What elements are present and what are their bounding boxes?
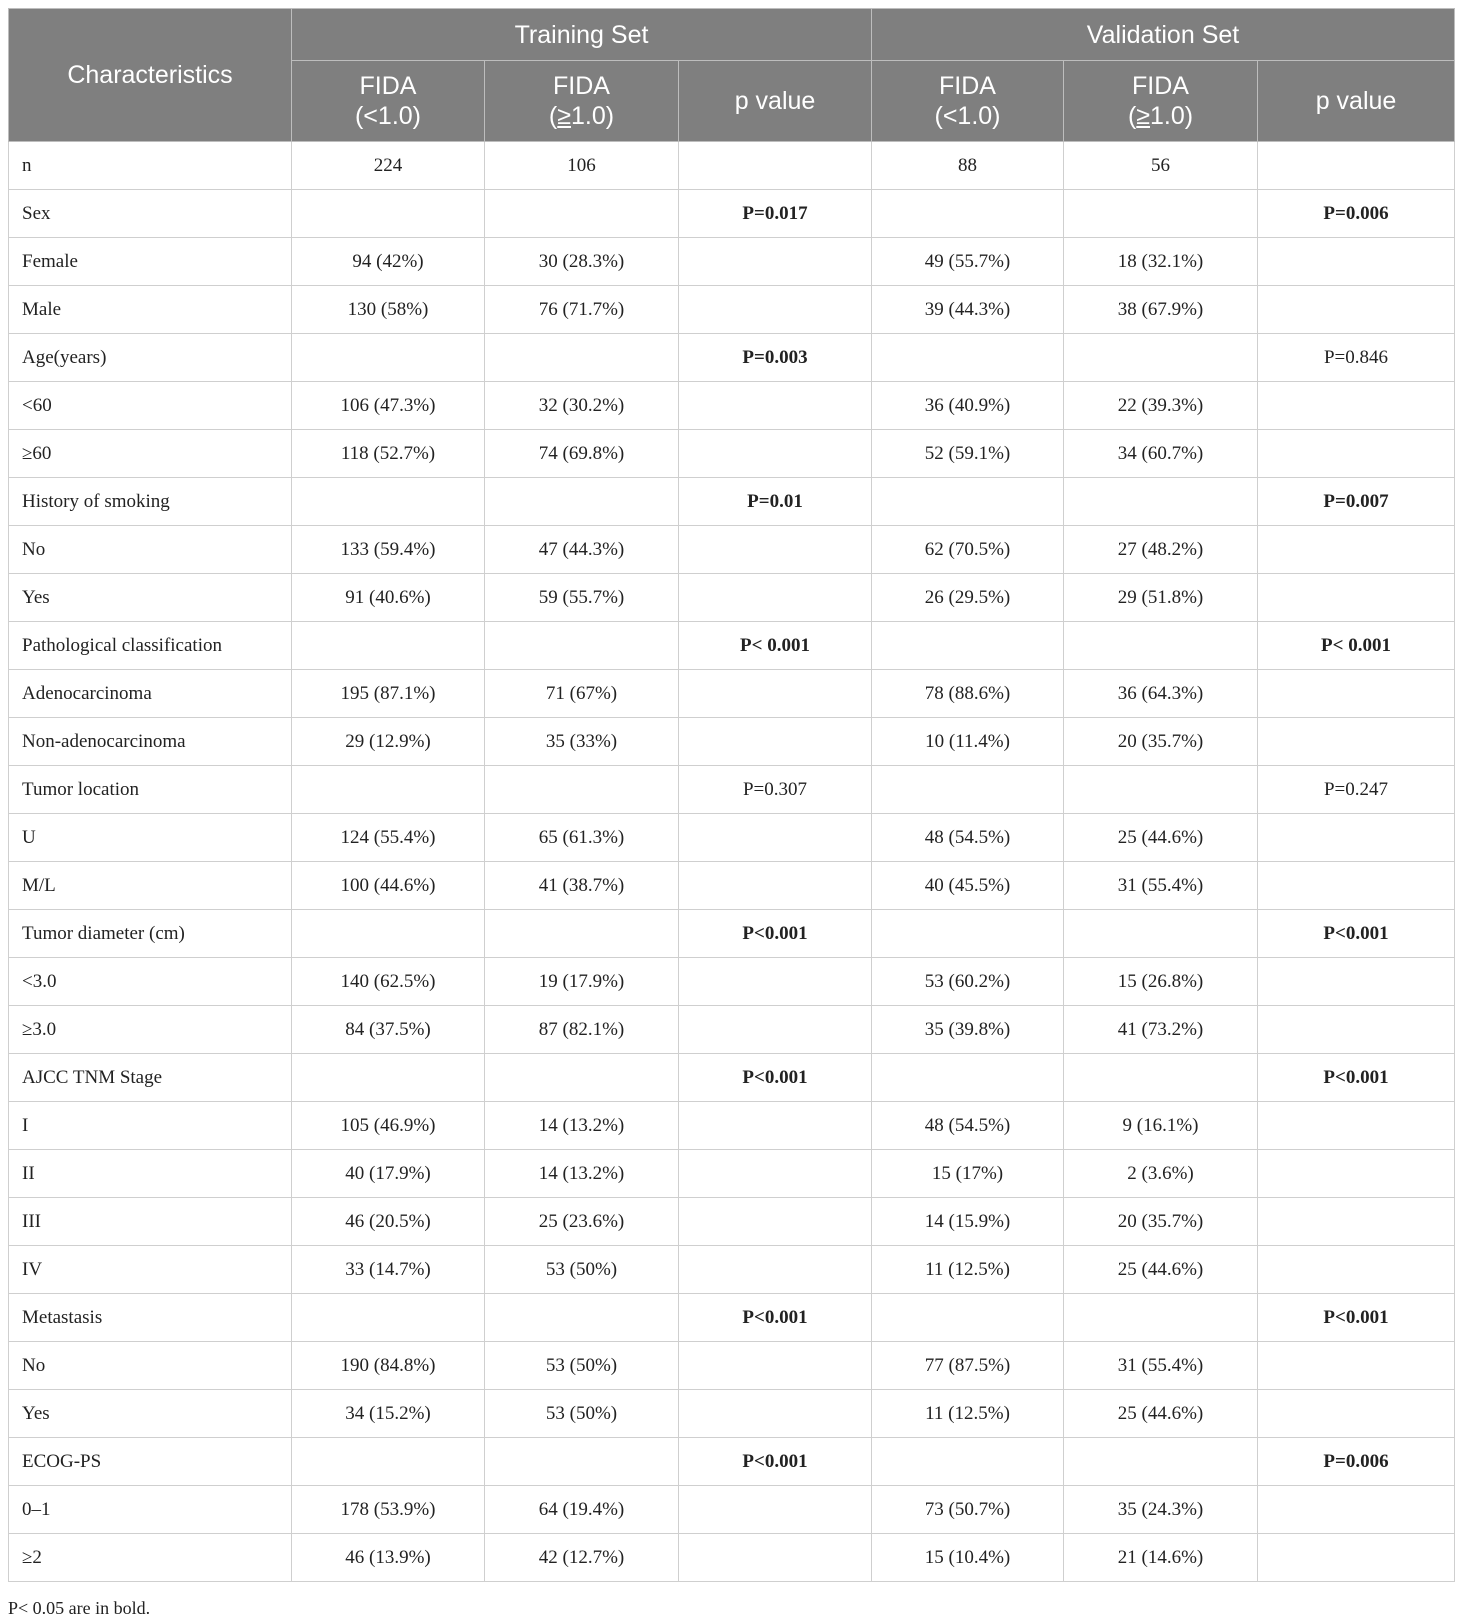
training-fida-lt-cell: 105 (46.9%) bbox=[292, 1102, 485, 1150]
row-label: Yes bbox=[9, 1390, 292, 1438]
training-fida-lt-cell: 29 (12.9%) bbox=[292, 718, 485, 766]
row-label: IV bbox=[9, 1246, 292, 1294]
validation-fida-lt-cell: 53 (60.2%) bbox=[872, 958, 1064, 1006]
validation-fida-ge-cell: 22 (39.3%) bbox=[1064, 382, 1258, 430]
row-label: U bbox=[9, 814, 292, 862]
training-fida-ge-cell bbox=[485, 910, 679, 958]
table-row bbox=[9, 286, 1455, 334]
training-p-value-cell bbox=[679, 1486, 872, 1534]
validation-fida-lt-cell: 62 (70.5%) bbox=[872, 526, 1064, 574]
training-p-value-cell: P< 0.001 bbox=[679, 622, 872, 670]
validation-fida-lt-cell bbox=[872, 910, 1064, 958]
validation-fida-ge-cell bbox=[1064, 1294, 1258, 1342]
training-fida-ge-cell: 30 (28.3%) bbox=[485, 238, 679, 286]
training-fida-ge-cell: 76 (71.7%) bbox=[485, 286, 679, 334]
validation-p-value-cell: P<0.001 bbox=[1258, 910, 1455, 958]
validation-p-value-cell: P=0.006 bbox=[1258, 190, 1455, 238]
training-fida-lt-cell: 40 (17.9%) bbox=[292, 1150, 485, 1198]
training-p-value-cell: P<0.001 bbox=[679, 1054, 872, 1102]
fida-label: FIDA bbox=[939, 72, 996, 100]
training-fida-lt-cell bbox=[292, 910, 485, 958]
validation-fida-lt-cell bbox=[872, 622, 1064, 670]
validation-fida-lt-cell: 48 (54.5%) bbox=[872, 814, 1064, 862]
training-fida-lt-cell: 46 (20.5%) bbox=[292, 1198, 485, 1246]
validation-fida-ge-cell: 56 bbox=[1064, 142, 1258, 190]
validation-p-value-cell bbox=[1258, 382, 1455, 430]
table-row bbox=[9, 526, 1455, 574]
training-fida-ge-cell: 25 (23.6%) bbox=[485, 1198, 679, 1246]
training-p-value-cell bbox=[679, 862, 872, 910]
training-fida-lt-cell: 178 (53.9%) bbox=[292, 1486, 485, 1534]
training-fida-ge-cell bbox=[485, 1054, 679, 1102]
table-row bbox=[9, 142, 1455, 190]
table-row bbox=[9, 1006, 1455, 1054]
validation-fida-ge-cell: 25 (44.6%) bbox=[1064, 814, 1258, 862]
validation-fida-ge-cell: 20 (35.7%) bbox=[1064, 718, 1258, 766]
training-fida-lt-cell: 106 (47.3%) bbox=[292, 382, 485, 430]
fida-range-ge-rest: 1.0) bbox=[1150, 102, 1194, 130]
validation-fida-ge-cell bbox=[1064, 1054, 1258, 1102]
validation-fida-lt-cell bbox=[872, 1054, 1064, 1102]
header-characteristics: Characteristics bbox=[9, 9, 292, 142]
training-p-value-cell: P=0.017 bbox=[679, 190, 872, 238]
validation-p-value-cell: P=0.247 bbox=[1258, 766, 1455, 814]
training-fida-ge-cell: 87 (82.1%) bbox=[485, 1006, 679, 1054]
validation-fida-ge-cell bbox=[1064, 190, 1258, 238]
validation-p-value-cell bbox=[1258, 1246, 1455, 1294]
validation-fida-lt-cell: 11 (12.5%) bbox=[872, 1390, 1064, 1438]
row-label: Tumor location bbox=[9, 766, 292, 814]
training-fida-lt-cell: 224 bbox=[292, 142, 485, 190]
training-fida-lt-cell: 91 (40.6%) bbox=[292, 574, 485, 622]
table-row bbox=[9, 1486, 1455, 1534]
validation-fida-ge-cell: 20 (35.7%) bbox=[1064, 1198, 1258, 1246]
table-row bbox=[9, 910, 1455, 958]
training-fida-ge-cell: 53 (50%) bbox=[485, 1390, 679, 1438]
row-label: ≥3.0 bbox=[9, 1006, 292, 1054]
validation-fida-ge-cell: 31 (55.4%) bbox=[1064, 1342, 1258, 1390]
validation-fida-ge-cell: 21 (14.6%) bbox=[1064, 1534, 1258, 1582]
row-label: Adenocarcinoma bbox=[9, 670, 292, 718]
training-fida-lt-cell: 124 (55.4%) bbox=[292, 814, 485, 862]
training-fida-ge-cell: 14 (13.2%) bbox=[485, 1102, 679, 1150]
row-label: Metastasis bbox=[9, 1294, 292, 1342]
training-p-value-cell bbox=[679, 958, 872, 1006]
validation-p-value-cell bbox=[1258, 1486, 1455, 1534]
validation-fida-ge-cell: 35 (24.3%) bbox=[1064, 1486, 1258, 1534]
training-p-value-cell: P=0.003 bbox=[679, 334, 872, 382]
training-fida-ge-cell bbox=[485, 1294, 679, 1342]
training-fida-lt-cell: 118 (52.7%) bbox=[292, 430, 485, 478]
validation-fida-lt-cell: 52 (59.1%) bbox=[872, 430, 1064, 478]
training-p-value-cell: P<0.001 bbox=[679, 1438, 872, 1486]
validation-fida-ge-cell: 36 (64.3%) bbox=[1064, 670, 1258, 718]
training-fida-ge-cell bbox=[485, 190, 679, 238]
training-fida-ge-cell bbox=[485, 1438, 679, 1486]
training-p-value-cell bbox=[679, 1150, 872, 1198]
training-fida-lt-cell: 195 (87.1%) bbox=[292, 670, 485, 718]
training-p-value-cell bbox=[679, 430, 872, 478]
row-label: Yes bbox=[9, 574, 292, 622]
row-label: Tumor diameter (cm) bbox=[9, 910, 292, 958]
fida-range-ge-open: ( bbox=[1127, 102, 1137, 130]
validation-fida-ge-cell: 9 (16.1%) bbox=[1064, 1102, 1258, 1150]
row-label: Pathological classification bbox=[9, 622, 292, 670]
validation-fida-ge-cell bbox=[1064, 478, 1258, 526]
validation-p-value-cell bbox=[1258, 1342, 1455, 1390]
validation-p-value-cell bbox=[1258, 670, 1455, 718]
training-fida-lt-cell: 94 (42%) bbox=[292, 238, 485, 286]
table-row bbox=[9, 814, 1455, 862]
training-fida-lt-cell: 34 (15.2%) bbox=[292, 1390, 485, 1438]
validation-fida-lt-cell: 39 (44.3%) bbox=[872, 286, 1064, 334]
training-p-value-cell bbox=[679, 1102, 872, 1150]
table-row bbox=[9, 1342, 1455, 1390]
validation-p-value-cell bbox=[1258, 142, 1455, 190]
training-fida-ge-cell: 74 (69.8%) bbox=[485, 430, 679, 478]
validation-fida-lt-cell: 73 (50.7%) bbox=[872, 1486, 1064, 1534]
validation-fida-lt-cell: 48 (54.5%) bbox=[872, 1102, 1064, 1150]
validation-p-value-cell: P=0.846 bbox=[1258, 334, 1455, 382]
validation-fida-lt-cell: 26 (29.5%) bbox=[872, 574, 1064, 622]
row-label: Age(years) bbox=[9, 334, 292, 382]
validation-fida-ge-cell: 29 (51.8%) bbox=[1064, 574, 1258, 622]
training-p-value-cell bbox=[679, 1390, 872, 1438]
fida-range-ge-open: ( bbox=[548, 102, 558, 130]
row-label: <3.0 bbox=[9, 958, 292, 1006]
validation-p-value-cell bbox=[1258, 958, 1455, 1006]
validation-p-value-cell: P< 0.001 bbox=[1258, 622, 1455, 670]
fida-range-lt: (<1.0) bbox=[354, 102, 421, 130]
training-fida-ge-cell: 59 (55.7%) bbox=[485, 574, 679, 622]
validation-p-value-cell bbox=[1258, 238, 1455, 286]
training-fida-lt-cell: 140 (62.5%) bbox=[292, 958, 485, 1006]
row-label: II bbox=[9, 1150, 292, 1198]
training-fida-ge-cell: 53 (50%) bbox=[485, 1246, 679, 1294]
validation-fida-ge-cell bbox=[1064, 622, 1258, 670]
header-validation-p-value: p value bbox=[1258, 61, 1455, 142]
fida-range-ge-symbol: ≥ bbox=[1136, 102, 1150, 130]
training-fida-lt-cell: 130 (58%) bbox=[292, 286, 485, 334]
table-row bbox=[9, 334, 1455, 382]
header-training-set: Training Set bbox=[292, 9, 872, 61]
training-fida-lt-cell bbox=[292, 622, 485, 670]
training-p-value-cell bbox=[679, 574, 872, 622]
training-p-value-cell bbox=[679, 718, 872, 766]
table-row bbox=[9, 1054, 1455, 1102]
training-fida-ge-cell: 42 (12.7%) bbox=[485, 1534, 679, 1582]
training-p-value-cell: P<0.001 bbox=[679, 910, 872, 958]
training-p-value-cell: P=0.01 bbox=[679, 478, 872, 526]
row-label: ≥2 bbox=[9, 1534, 292, 1582]
fida-label: FIDA bbox=[1132, 72, 1189, 100]
validation-p-value-cell bbox=[1258, 1390, 1455, 1438]
table-footnote: P< 0.05 are in bold. bbox=[8, 1598, 151, 1618]
validation-fida-lt-cell: 14 (15.9%) bbox=[872, 1198, 1064, 1246]
training-fida-lt-cell: 190 (84.8%) bbox=[292, 1342, 485, 1390]
validation-p-value-cell bbox=[1258, 1534, 1455, 1582]
training-fida-lt-cell: 46 (13.9%) bbox=[292, 1534, 485, 1582]
row-label: <60 bbox=[9, 382, 292, 430]
validation-fida-lt-cell: 10 (11.4%) bbox=[872, 718, 1064, 766]
validation-fida-lt-cell: 36 (40.9%) bbox=[872, 382, 1064, 430]
validation-fida-lt-cell: 49 (55.7%) bbox=[872, 238, 1064, 286]
validation-fida-ge-cell: 18 (32.1%) bbox=[1064, 238, 1258, 286]
validation-p-value-cell bbox=[1258, 574, 1455, 622]
table-row bbox=[9, 1534, 1455, 1582]
table-row bbox=[9, 1390, 1455, 1438]
row-label: n bbox=[9, 142, 292, 190]
table-row bbox=[9, 958, 1455, 1006]
training-fida-lt-cell: 133 (59.4%) bbox=[292, 526, 485, 574]
training-fida-ge-cell: 19 (17.9%) bbox=[485, 958, 679, 1006]
table-row bbox=[9, 430, 1455, 478]
table-header bbox=[9, 9, 1455, 142]
validation-fida-lt-cell bbox=[872, 190, 1064, 238]
fida-label: FIDA bbox=[553, 72, 610, 100]
fida-range-lt: (<1.0) bbox=[934, 102, 1001, 130]
validation-fida-ge-cell bbox=[1064, 1438, 1258, 1486]
table-row bbox=[9, 622, 1455, 670]
training-p-value-cell: P<0.001 bbox=[679, 1294, 872, 1342]
validation-fida-ge-cell: 2 (3.6%) bbox=[1064, 1150, 1258, 1198]
validation-fida-ge-cell: 27 (48.2%) bbox=[1064, 526, 1258, 574]
training-fida-ge-cell: 47 (44.3%) bbox=[485, 526, 679, 574]
validation-fida-ge-cell bbox=[1064, 766, 1258, 814]
validation-p-value-cell bbox=[1258, 1198, 1455, 1246]
row-label: ECOG-PS bbox=[9, 1438, 292, 1486]
row-label: 0–1 bbox=[9, 1486, 292, 1534]
training-p-value-cell bbox=[679, 1198, 872, 1246]
training-fida-lt-cell bbox=[292, 334, 485, 382]
validation-fida-ge-cell bbox=[1064, 910, 1258, 958]
validation-fida-lt-cell: 11 (12.5%) bbox=[872, 1246, 1064, 1294]
training-p-value-cell bbox=[679, 1534, 872, 1582]
row-label: Female bbox=[9, 238, 292, 286]
training-fida-lt-cell bbox=[292, 190, 485, 238]
training-p-value-cell bbox=[679, 1342, 872, 1390]
fida-range-ge-rest: 1.0) bbox=[570, 102, 615, 130]
validation-fida-lt-cell bbox=[872, 334, 1064, 382]
validation-fida-lt-cell: 78 (88.6%) bbox=[872, 670, 1064, 718]
training-fida-ge-cell: 65 (61.3%) bbox=[485, 814, 679, 862]
validation-p-value-cell bbox=[1258, 1006, 1455, 1054]
training-p-value-cell bbox=[679, 382, 872, 430]
table-row bbox=[9, 1294, 1455, 1342]
validation-fida-lt-cell: 77 (87.5%) bbox=[872, 1342, 1064, 1390]
header-training-fida-lt bbox=[292, 61, 485, 142]
row-label: Non-adenocarcinoma bbox=[9, 718, 292, 766]
table-row bbox=[9, 574, 1455, 622]
row-label: I bbox=[9, 1102, 292, 1150]
validation-fida-ge-cell bbox=[1064, 334, 1258, 382]
table-row bbox=[9, 1438, 1455, 1486]
validation-fida-lt-cell bbox=[872, 766, 1064, 814]
validation-fida-ge-cell: 15 (26.8%) bbox=[1064, 958, 1258, 1006]
training-fida-lt-cell: 100 (44.6%) bbox=[292, 862, 485, 910]
training-fida-ge-cell bbox=[485, 766, 679, 814]
characteristics-table bbox=[8, 8, 1455, 1582]
validation-fida-lt-cell: 15 (10.4%) bbox=[872, 1534, 1064, 1582]
table-row bbox=[9, 478, 1455, 526]
validation-fida-ge-cell: 25 (44.6%) bbox=[1064, 1390, 1258, 1438]
validation-p-value-cell bbox=[1258, 718, 1455, 766]
header-validation-fida-ge bbox=[1064, 61, 1258, 142]
validation-fida-ge-cell: 31 (55.4%) bbox=[1064, 862, 1258, 910]
validation-p-value-cell: P=0.007 bbox=[1258, 478, 1455, 526]
validation-p-value-cell bbox=[1258, 1150, 1455, 1198]
row-label: No bbox=[9, 1342, 292, 1390]
training-p-value-cell: P=0.307 bbox=[679, 766, 872, 814]
training-fida-lt-cell bbox=[292, 1054, 485, 1102]
table-row bbox=[9, 1102, 1455, 1150]
validation-p-value-cell bbox=[1258, 526, 1455, 574]
row-label: Male bbox=[9, 286, 292, 334]
validation-p-value-cell bbox=[1258, 1102, 1455, 1150]
table-row bbox=[9, 1198, 1455, 1246]
validation-p-value-cell bbox=[1258, 814, 1455, 862]
training-p-value-cell bbox=[679, 142, 872, 190]
validation-fida-ge-cell: 34 (60.7%) bbox=[1064, 430, 1258, 478]
validation-p-value-cell: P<0.001 bbox=[1258, 1054, 1455, 1102]
validation-fida-lt-cell bbox=[872, 1438, 1064, 1486]
table-row bbox=[9, 1246, 1455, 1294]
table-row bbox=[9, 670, 1455, 718]
validation-fida-lt-cell bbox=[872, 1294, 1064, 1342]
validation-fida-lt-cell: 35 (39.8%) bbox=[872, 1006, 1064, 1054]
table-body bbox=[9, 142, 1455, 1582]
characteristics-table-container bbox=[8, 8, 1454, 1582]
validation-fida-ge-cell: 25 (44.6%) bbox=[1064, 1246, 1258, 1294]
validation-fida-lt-cell: 15 (17%) bbox=[872, 1150, 1064, 1198]
header-training-p-value: p value bbox=[679, 61, 872, 142]
row-label: M/L bbox=[9, 862, 292, 910]
validation-fida-lt-cell bbox=[872, 478, 1064, 526]
table-row bbox=[9, 1150, 1455, 1198]
validation-p-value-cell bbox=[1258, 430, 1455, 478]
validation-p-value-cell bbox=[1258, 862, 1455, 910]
row-label: III bbox=[9, 1198, 292, 1246]
training-p-value-cell bbox=[679, 286, 872, 334]
validation-p-value-cell bbox=[1258, 286, 1455, 334]
fida-label: FIDA bbox=[359, 72, 417, 100]
validation-p-value-cell: P=0.006 bbox=[1258, 1438, 1455, 1486]
training-fida-lt-cell bbox=[292, 766, 485, 814]
training-fida-lt-cell: 84 (37.5%) bbox=[292, 1006, 485, 1054]
row-label: Sex bbox=[9, 190, 292, 238]
table-row bbox=[9, 238, 1455, 286]
training-fida-ge-cell bbox=[485, 334, 679, 382]
training-fida-ge-cell: 32 (30.2%) bbox=[485, 382, 679, 430]
table-row bbox=[9, 766, 1455, 814]
training-fida-ge-cell: 106 bbox=[485, 142, 679, 190]
training-fida-ge-cell bbox=[485, 622, 679, 670]
header-validation-set: Validation Set bbox=[872, 9, 1455, 61]
training-fida-ge-cell: 35 (33%) bbox=[485, 718, 679, 766]
training-fida-ge-cell: 71 (67%) bbox=[485, 670, 679, 718]
row-label: No bbox=[9, 526, 292, 574]
validation-p-value-cell: P<0.001 bbox=[1258, 1294, 1455, 1342]
table-row bbox=[9, 190, 1455, 238]
training-fida-ge-cell: 14 (13.2%) bbox=[485, 1150, 679, 1198]
table-row bbox=[9, 718, 1455, 766]
training-fida-lt-cell bbox=[292, 478, 485, 526]
training-p-value-cell bbox=[679, 526, 872, 574]
row-label: ≥60 bbox=[9, 430, 292, 478]
table-row bbox=[9, 862, 1455, 910]
training-fida-ge-cell: 53 (50%) bbox=[485, 1342, 679, 1390]
training-fida-ge-cell bbox=[485, 478, 679, 526]
validation-fida-ge-cell: 38 (67.9%) bbox=[1064, 286, 1258, 334]
header-training-fida-ge bbox=[485, 61, 679, 142]
table-row bbox=[9, 382, 1455, 430]
row-label: AJCC TNM Stage bbox=[9, 1054, 292, 1102]
validation-fida-ge-cell: 41 (73.2%) bbox=[1064, 1006, 1258, 1054]
training-p-value-cell bbox=[679, 670, 872, 718]
training-p-value-cell bbox=[679, 814, 872, 862]
row-label: History of smoking bbox=[9, 478, 292, 526]
validation-fida-lt-cell: 88 bbox=[872, 142, 1064, 190]
training-fida-ge-cell: 64 (19.4%) bbox=[485, 1486, 679, 1534]
fida-range-ge-symbol: ≥ bbox=[557, 102, 571, 130]
training-fida-lt-cell bbox=[292, 1294, 485, 1342]
training-p-value-cell bbox=[679, 1246, 872, 1294]
training-fida-lt-cell: 33 (14.7%) bbox=[292, 1246, 485, 1294]
training-p-value-cell bbox=[679, 1006, 872, 1054]
training-fida-lt-cell bbox=[292, 1438, 485, 1486]
header-validation-fida-lt bbox=[872, 61, 1064, 142]
training-p-value-cell bbox=[679, 238, 872, 286]
training-fida-ge-cell: 41 (38.7%) bbox=[485, 862, 679, 910]
validation-fida-lt-cell: 40 (45.5%) bbox=[872, 862, 1064, 910]
